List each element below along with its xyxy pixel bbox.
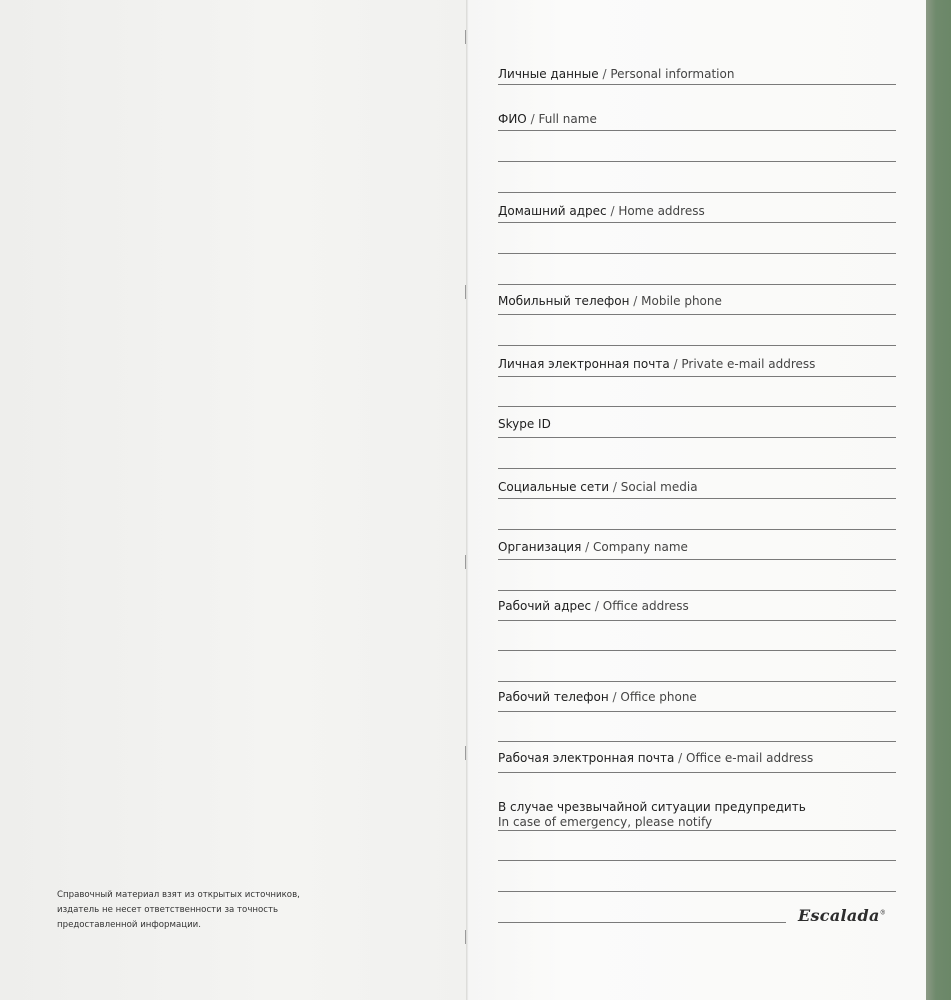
- separator: /: [612, 690, 617, 704]
- separator: /: [678, 751, 683, 765]
- label-en: Social media: [620, 480, 698, 494]
- office-address-line[interactable]: [498, 650, 896, 651]
- label-ru: Личная электронная почта: [498, 357, 670, 371]
- separator: /: [530, 112, 535, 126]
- field-label-office-address: [498, 598, 689, 614]
- label-ru: Мобильный телефон: [498, 294, 630, 308]
- emergency-line[interactable]: [498, 830, 896, 831]
- label-ru: В случае чрезвычайной ситуации предупредить: [498, 800, 806, 814]
- mobile-phone-line[interactable]: [498, 314, 896, 315]
- label-en: Home address: [618, 204, 705, 218]
- label-ru: Рабочая электронная почта: [498, 751, 675, 765]
- separator: /: [585, 540, 590, 554]
- label-ru: ФИО: [498, 112, 527, 126]
- label-ru: Рабочий адрес: [498, 599, 592, 613]
- private-email-line[interactable]: [498, 376, 896, 377]
- cover-edge: [926, 0, 951, 1000]
- label-ru: Домашний адрес: [498, 204, 607, 218]
- separator: /: [594, 599, 599, 613]
- field-label-emergency: [498, 799, 806, 815]
- separator: /: [602, 67, 607, 81]
- private-email-line[interactable]: [498, 406, 896, 407]
- home-address-line[interactable]: [498, 284, 896, 285]
- separator: /: [633, 294, 638, 308]
- company-line[interactable]: [498, 559, 896, 560]
- emergency-label-en: In case of emergency, please notify: [498, 815, 713, 829]
- skype-line[interactable]: [498, 437, 896, 438]
- personal-info-heading: [498, 66, 734, 82]
- emergency-line[interactable]: [498, 891, 896, 892]
- disclaimer-text: Справочный материал взят из открытых источников, издатель не несет ответственности за точность предоставленной информации.: [57, 890, 300, 930]
- home-address-line[interactable]: [498, 253, 896, 254]
- social-media-line[interactable]: [498, 498, 896, 499]
- full-name-line[interactable]: [498, 192, 896, 193]
- label-en: Mobile phone: [641, 294, 722, 308]
- field-label-home-address: [498, 203, 705, 219]
- heading-en: Personal information: [610, 67, 735, 81]
- office-phone-line[interactable]: [498, 711, 896, 712]
- registered-mark: ®: [879, 909, 887, 917]
- field-label-mobile-phone: [498, 293, 722, 309]
- home-address-line[interactable]: [498, 222, 896, 223]
- office-email-line[interactable]: [498, 772, 896, 773]
- label-ru: Организация: [498, 540, 582, 554]
- label-en: Full name: [538, 112, 597, 126]
- right-page: [469, 0, 926, 1000]
- field-label-social-media: [498, 479, 698, 495]
- field-label-private-email: [498, 356, 815, 372]
- label-ru: Рабочий телефон: [498, 690, 609, 704]
- full-name-line[interactable]: [498, 130, 896, 131]
- label-en: Office phone: [620, 690, 697, 704]
- label-ru: Skype ID: [498, 417, 551, 431]
- office-phone-line[interactable]: [498, 741, 896, 742]
- label-en: Private e-mail address: [681, 357, 816, 371]
- separator: /: [610, 204, 615, 218]
- company-line[interactable]: [498, 590, 896, 591]
- field-label-company: [498, 539, 688, 555]
- left-page: [0, 0, 466, 1000]
- label-en: Company name: [593, 540, 688, 554]
- full-name-line[interactable]: [498, 161, 896, 162]
- heading-underline: [498, 84, 896, 85]
- social-media-line[interactable]: [498, 529, 896, 530]
- separator: /: [673, 357, 678, 371]
- field-label-skype: [498, 416, 551, 432]
- skype-line[interactable]: [498, 468, 896, 469]
- office-address-line[interactable]: [498, 620, 896, 621]
- separator: /: [612, 480, 617, 494]
- emergency-line[interactable]: [498, 922, 786, 923]
- field-label-office-phone: [498, 689, 697, 705]
- label-ru: Социальные сети: [498, 480, 610, 494]
- office-address-line[interactable]: [498, 681, 896, 682]
- field-label-office-email: [498, 750, 813, 766]
- mobile-phone-line[interactable]: [498, 345, 896, 346]
- label-en: Office e-mail address: [686, 751, 814, 765]
- heading-ru: Личные данные: [498, 67, 599, 81]
- brand-logo: [798, 906, 886, 925]
- field-label-full-name: [498, 111, 597, 127]
- brand-name: Escalada: [798, 906, 880, 925]
- emergency-line[interactable]: [498, 860, 896, 861]
- label-en: Office address: [602, 599, 689, 613]
